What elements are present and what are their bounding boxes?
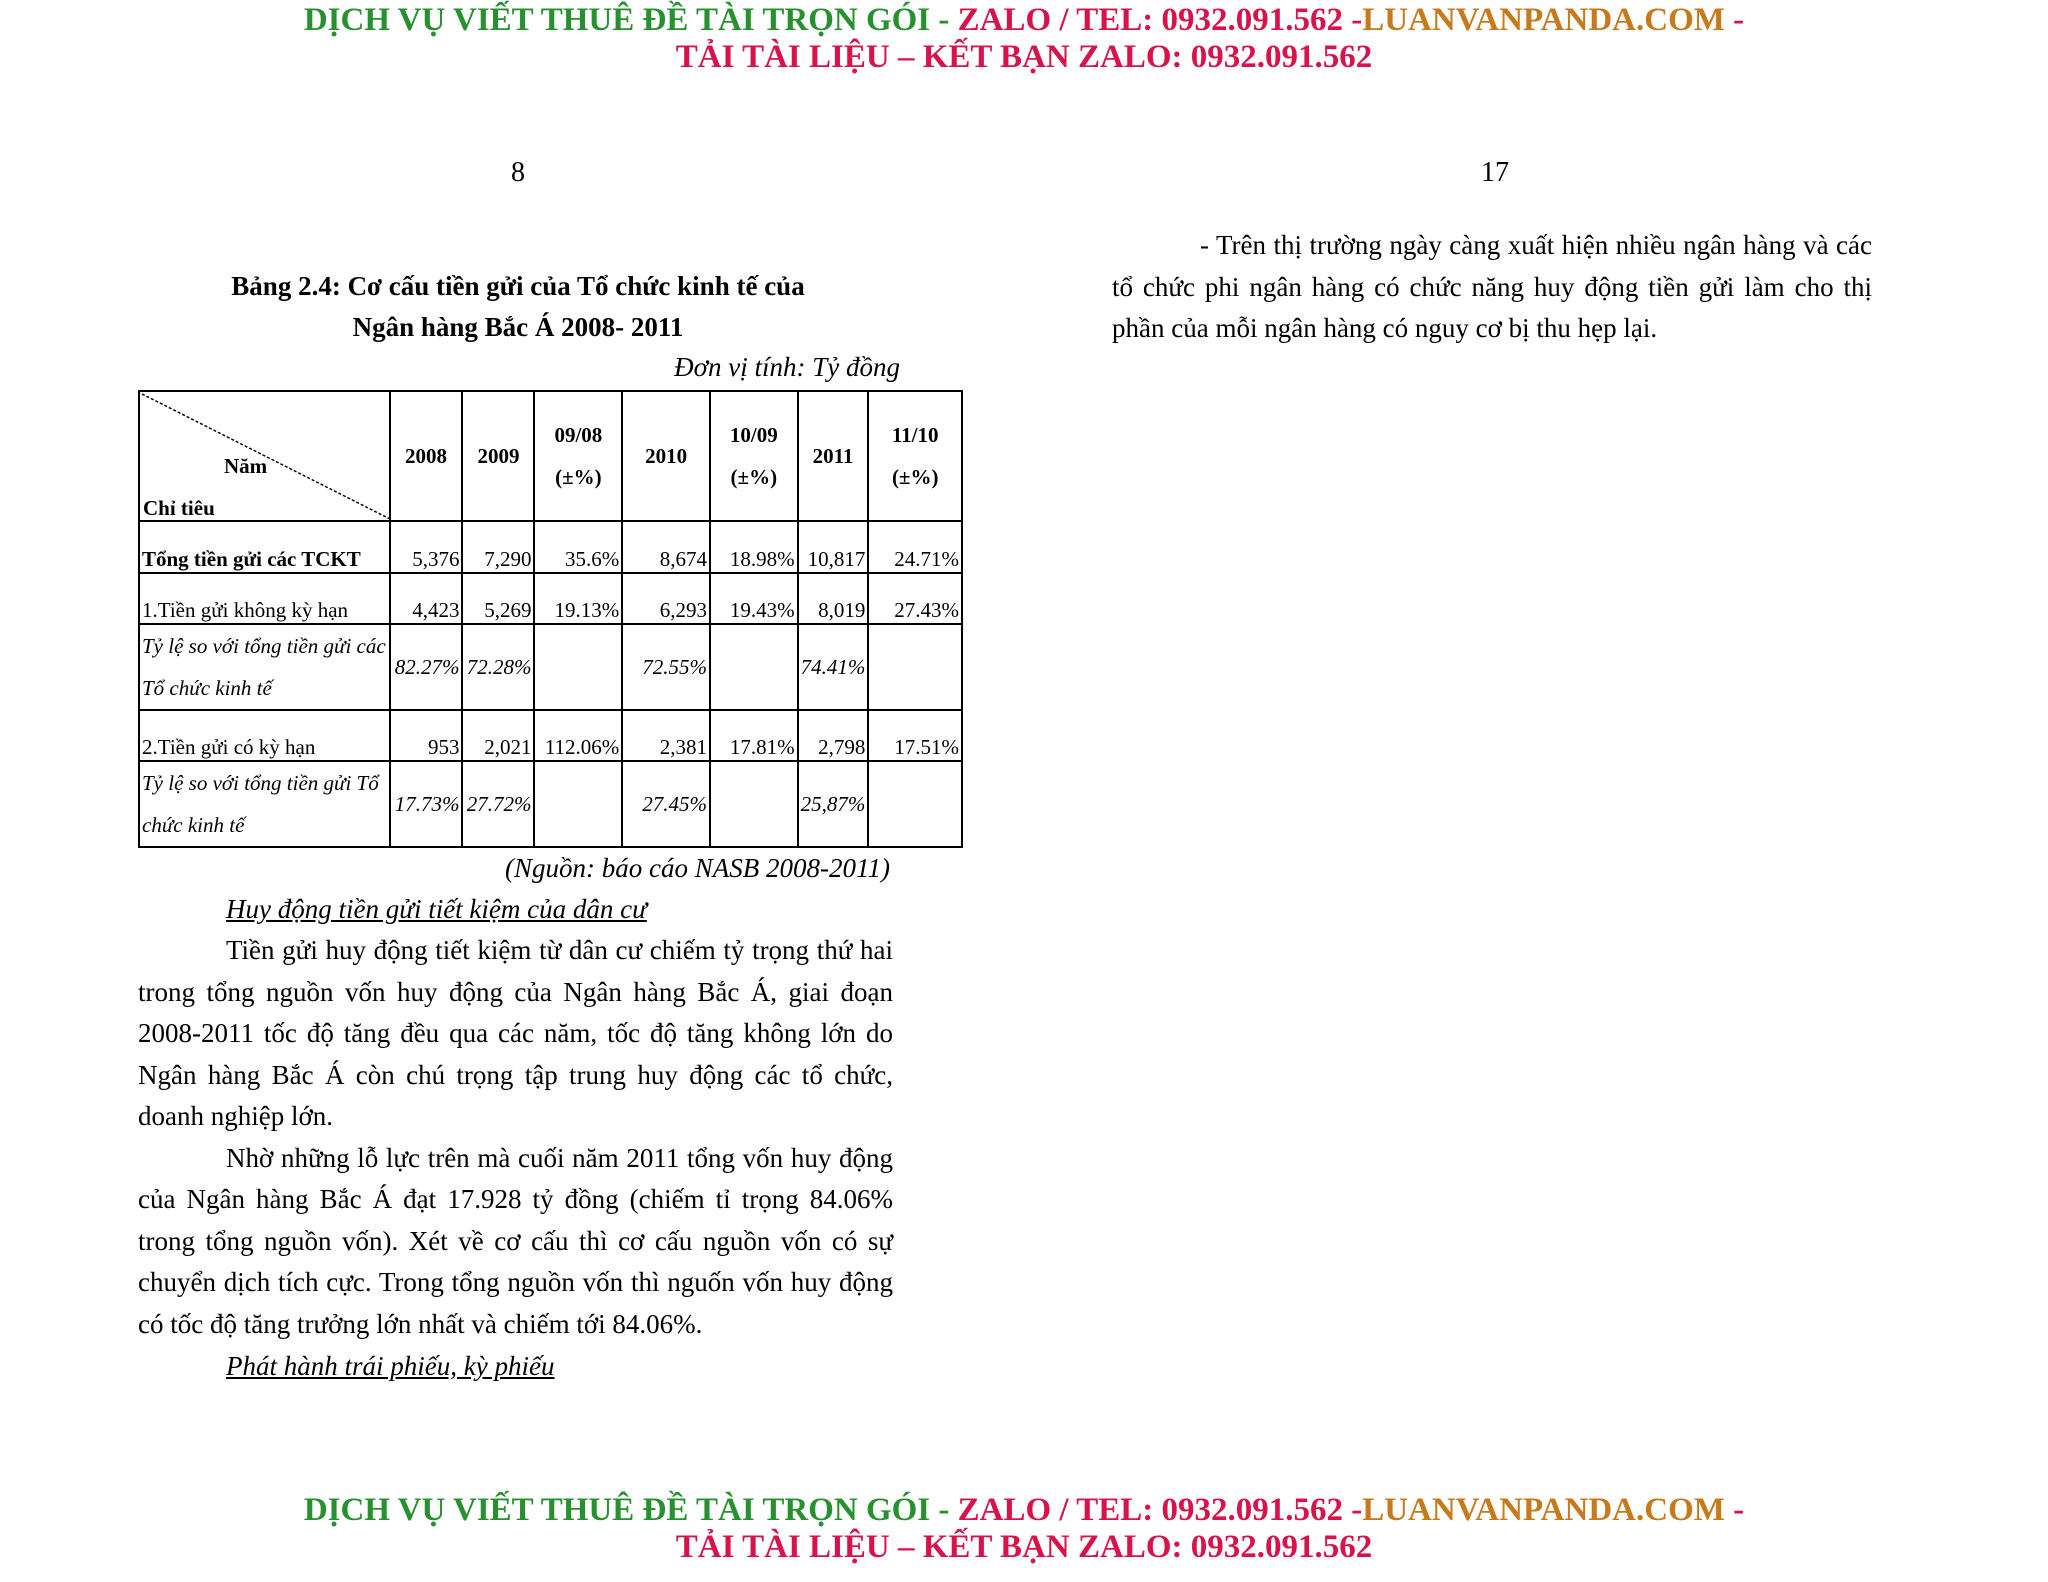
banner-line-2: TẢI TÀI LIỆU – KẾT BẠN ZALO: 0932.091.562 [675,39,1373,75]
header-text: (±%) [555,465,602,489]
header-text: (±%) [730,465,778,489]
table-cell: 24.71% [868,521,962,573]
table-source: (Nguồn: báo cáo NASB 2008-2011) [505,853,890,883]
banner-service-text: DỊCH VỤ VIẾT THUÊ ĐỀ TÀI TRỌN GÓI - [303,1492,958,1528]
table-cell: 27.72% [462,761,534,847]
banner-service-text: DỊCH VỤ VIẾT THUÊ ĐỀ TÀI TRỌN GÓI - [303,2,958,38]
paragraph-market-share: - Trên thị trường ngày càng xuất hiện nhiều ngân hàng và các tổ chức phi ngân hàng có chức năng huy động tiền gửi làm cho thị phần của mỗi ngân hàng có nguy cơ bị thu hẹp lại. [1112,230,1872,343]
banner-website-text: LUANVANPANDA.COM [1362,1492,1725,1528]
header-text: 2009 [477,444,520,468]
table-cell: 35.6% [534,521,622,573]
banner-line-2: TẢI TÀI LIỆU – KẾT BẠN ZALO: 0932.091.562 [675,1529,1373,1565]
table-cell: 7,290 [462,521,534,573]
row-label: 2.Tiền gửi có kỳ hạn [139,710,390,761]
banner-contact-text: ZALO / TEL: 0932.091.562 - [957,2,1363,38]
table-cell: 17.51% [868,710,962,761]
header-text: (±%) [891,465,939,489]
banner-website-text: LUANVANPANDA.COM [1362,2,1725,38]
header-cell [798,391,869,521]
header-text: 09/08 [554,423,603,447]
table-cell [710,761,798,847]
header-text: 11/10 [891,423,939,447]
left-page-content [138,266,959,1387]
row-label: Tỷ lệ so với tổng tiền gửi các Tổ chức kinh tế [139,624,390,710]
table-cell: 74.41% [798,624,869,710]
footer-banner [0,1492,2048,1566]
header-cell [622,391,710,521]
row-label: Tổng tiền gửi các TCKT [139,521,390,573]
row-label: Tỷ lệ so với tổng tiền gửi Tổ chức kinh tế [139,761,390,847]
table-cell: 5,269 [462,573,534,624]
table-header-row [139,391,962,521]
banner-contact-text: ZALO / TEL: 0932.091.562 - [957,1492,1363,1528]
banner-dash: - [1724,2,1745,38]
paragraph-savings: Tiền gửi huy động tiết kiệm từ dân cư chiếm tỷ trọng thứ hai trong tổng nguồn vốn huy động của Ngân hàng Bắc Á, giai đoạn 2008-2011 tốc độ tăng đều qua các năm, tốc độ tăng không lớn do Ngân hàng Bắc Á còn chú trọng tập trung huy động các tổ chức, doanh nghiệp lớn. [138,935,893,1131]
right-page-content [1112,225,1872,350]
header-text: 10/09 [729,423,778,447]
page-number-left: 8 [511,157,525,188]
table-cell: 82.27% [390,624,463,710]
table-cell [710,624,798,710]
paragraph-total-capital: Nhờ những lỗ lực trên mà cuối năm 2011 tổng vốn huy động của Ngân hàng Bắc Á đạt 17.928 tỷ đồng (chiếm tỉ trọng 84.06% trong tổng nguồn vốn). Xét về cơ cấu thì cơ cấu nguồn vốn có sự chuyển dịch tích cực. Trong tổng nguồn vốn thì nguốn vốn huy động có tốc độ tăng trưởng lớn nhất và chiếm tới 84.06%. [138,1142,893,1339]
table-cell [534,761,622,847]
header-year-label: Năm [224,454,268,478]
table-row [139,573,962,624]
deposit-structure-table [138,390,963,848]
table-cell: 19.13% [534,573,622,624]
table-cell: 953 [390,710,463,761]
banner-dash: - [1724,1492,1745,1528]
table-cell: 19.43% [710,573,798,624]
row-label: 1.Tiền gửi không kỳ hạn [139,573,390,624]
header-cell [534,391,622,521]
table-cell: 72.55% [622,624,710,710]
table-cell: 18.98% [710,521,798,573]
table-cell [868,624,962,710]
table-cell: 5,376 [390,521,463,573]
table-cell: 17.81% [710,710,798,761]
table-cell: 17.73% [390,761,463,847]
header-text: 2011 [812,444,854,468]
table-cell: 10,817 [798,521,869,573]
table-corner-cell [139,391,390,521]
banner-line-1 [0,2,2048,39]
header-indicator-label: Chỉ tiêu [143,496,215,520]
table-cell: 112.06% [534,710,622,761]
header-cell [868,391,962,521]
table-caption [138,266,898,348]
table-cell: 2,798 [798,710,869,761]
table-cell [868,761,962,847]
header-cell [710,391,798,521]
table-cell: 4,423 [390,573,463,624]
table-cell: 8,019 [798,573,869,624]
table-cell: 2,381 [622,710,710,761]
table-cell: 27.45% [622,761,710,847]
table-row [139,624,962,710]
header-text: 2010 [645,444,688,468]
subheading-savings: Huy động tiền gửi tiết kiệm của dân cư [226,894,647,924]
table-cell: 8,674 [622,521,710,573]
table-row [139,521,962,573]
table-cell: 2,021 [462,710,534,761]
header-banner [0,2,2048,76]
table-caption-line-2: Ngân hàng Bắc Á 2008- 2011 [352,312,684,342]
table-caption-line-1: Bảng 2.4: Cơ cấu tiền gửi của Tổ chức kinh tế của [231,271,805,301]
table-cell: 27.43% [868,573,962,624]
page-number-right: 17 [1481,157,1509,188]
header-cell [462,391,534,521]
table-cell: 6,293 [622,573,710,624]
table-unit: Đơn vị tính: Tỷ đồng [674,352,900,382]
header-cell [390,391,463,521]
table-row [139,710,962,761]
banner-line-1 [0,1492,2048,1529]
table-cell: 72.28% [462,624,534,710]
table-cell [534,624,622,710]
subheading-bonds: Phát hành trái phiếu, kỳ phiếu [226,1351,555,1381]
table-row [139,761,962,847]
table-cell: 25,87% [798,761,869,847]
header-text: 2008 [404,444,447,468]
